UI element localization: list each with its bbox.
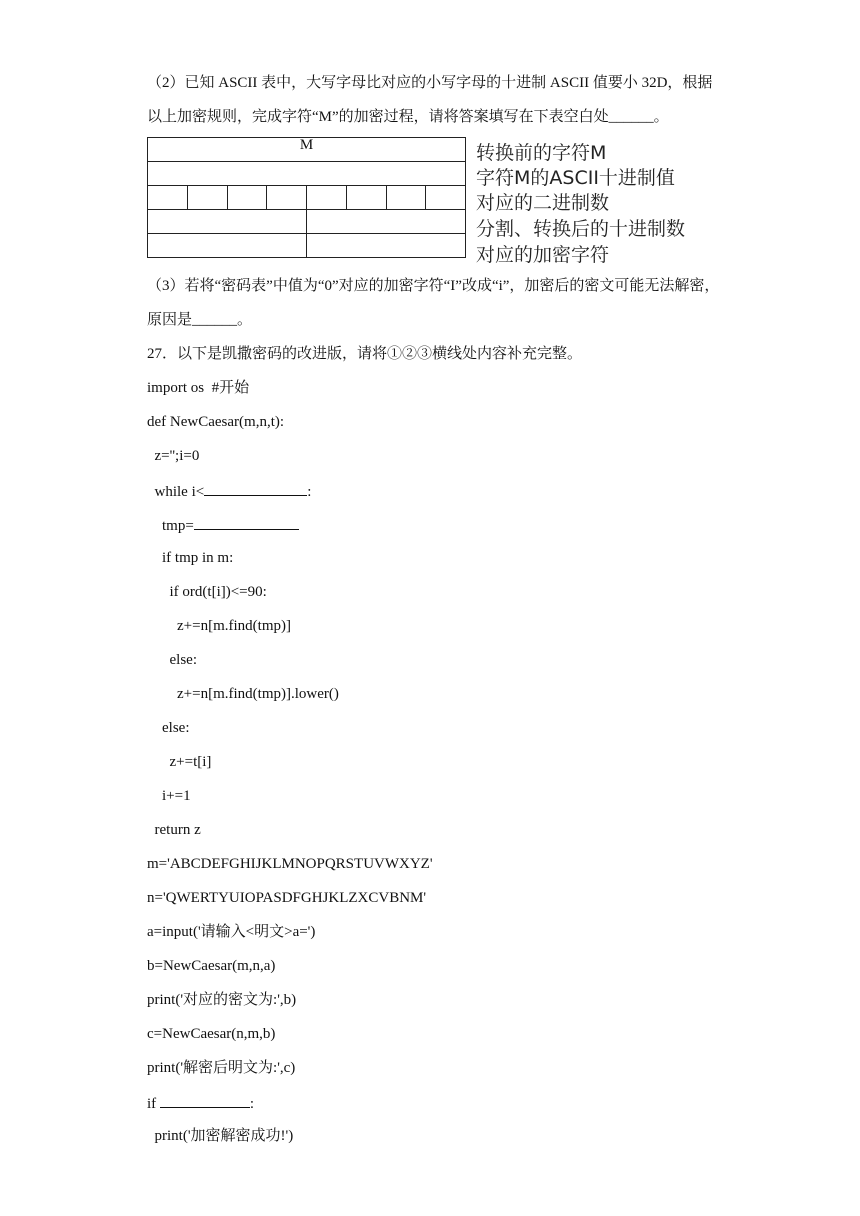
code-line: print('解密后明文为:',c) [147,1060,296,1076]
q27-title: 27．以下是凯撒密码的改进版，请将①②③横线处内容补充完整。 [147,346,583,362]
table-cell-bit[interactable] [426,186,466,210]
row-label-ascii: 字符M的ASCII十进制值 [476,167,675,189]
answer-blank-2[interactable] [194,514,299,530]
code-line: def NewCaesar(m,n,t): [147,414,285,430]
q3-line-2: 原因是______。 [147,312,253,328]
code-line: else: [147,652,197,668]
code-line: i+=1 [147,788,191,804]
code-line-if [147,1092,254,1114]
table-cell-bit[interactable] [227,186,267,210]
code-line: z='';i=0 [147,448,200,464]
table-cell-bit[interactable] [187,186,227,210]
table-row-ascii [148,162,466,186]
table-cell-encrypted-right[interactable] [307,234,466,258]
code-text: if [147,1096,160,1112]
table-cell-bit[interactable] [386,186,426,210]
code-line: if ord(t[i])<=90: [147,584,267,600]
q3-line-1: （3）若将“密码表”中值为“0”对应的加密字符“I”改成“i”，加密后的密文可能无法解密， [147,278,720,294]
q2-line-1: （2）已知 ASCII 表中，大写字母比对应的小写字母的十进制 ASCII 值要小 32D，根据 [147,75,713,91]
code-text: : [249,1096,255,1112]
code-line-while [147,480,311,502]
table-row-binary [148,186,466,210]
encryption-table [147,137,466,258]
code-line: c=NewCaesar(n,m,b) [147,1026,276,1042]
code-line: n='QWERTYUIOPASDFGHJKLZXCVBNM' [147,890,427,906]
code-text: while i< [147,484,205,500]
table-row-encrypted [148,234,466,258]
code-line: print('加密解密成功!') [147,1128,294,1144]
q2-line-2: 以上加密规则，完成字符“M”的加密过程，请将答案填写在下表空白处______。 [147,109,669,125]
code-line: else: [147,720,190,736]
code-line: z+=n[m.find(tmp)] [147,618,291,634]
code-line: print('对应的密文为:',b) [147,992,297,1008]
code-text: tmp= [147,518,194,534]
code-line: import os #开始 [147,380,250,396]
table-row-decimal [148,210,466,234]
table-cell-bit[interactable] [346,186,386,210]
table-cell-decimal-right[interactable] [307,210,466,234]
code-line: return z [147,822,201,838]
row-label-decimal: 分割、转换后的十进制数 [476,218,686,240]
table-cell-ascii[interactable] [148,162,466,186]
table-cell-bit[interactable] [307,186,347,210]
code-line: m='ABCDEFGHIJKLMNOPQRSTUVWXYZ' [147,856,433,872]
row-label-encrypted: 对应的加密字符 [476,244,610,266]
code-line: a=input('请输入<明文>a=') [147,924,316,940]
code-line: if tmp in m: [147,550,234,566]
table-cell-bit[interactable] [148,186,188,210]
answer-blank-3[interactable] [160,1092,250,1108]
code-text: : [307,484,312,500]
table-cell-bit[interactable] [267,186,307,210]
row-label-char: 转换前的字符M [476,142,607,164]
code-line-tmp [147,514,299,536]
code-line: b=NewCaesar(m,n,a) [147,958,276,974]
code-line: z+=t[i] [147,754,212,770]
table-cell-decimal-left[interactable] [148,210,307,234]
row-label-binary: 对应的二进制数 [476,192,610,214]
code-line: z+=n[m.find(tmp)].lower() [147,686,339,702]
table-row-char [148,138,466,162]
table-cell-char: M [148,138,466,162]
table-cell-encrypted-left[interactable] [148,234,307,258]
answer-blank-1[interactable] [204,480,307,496]
